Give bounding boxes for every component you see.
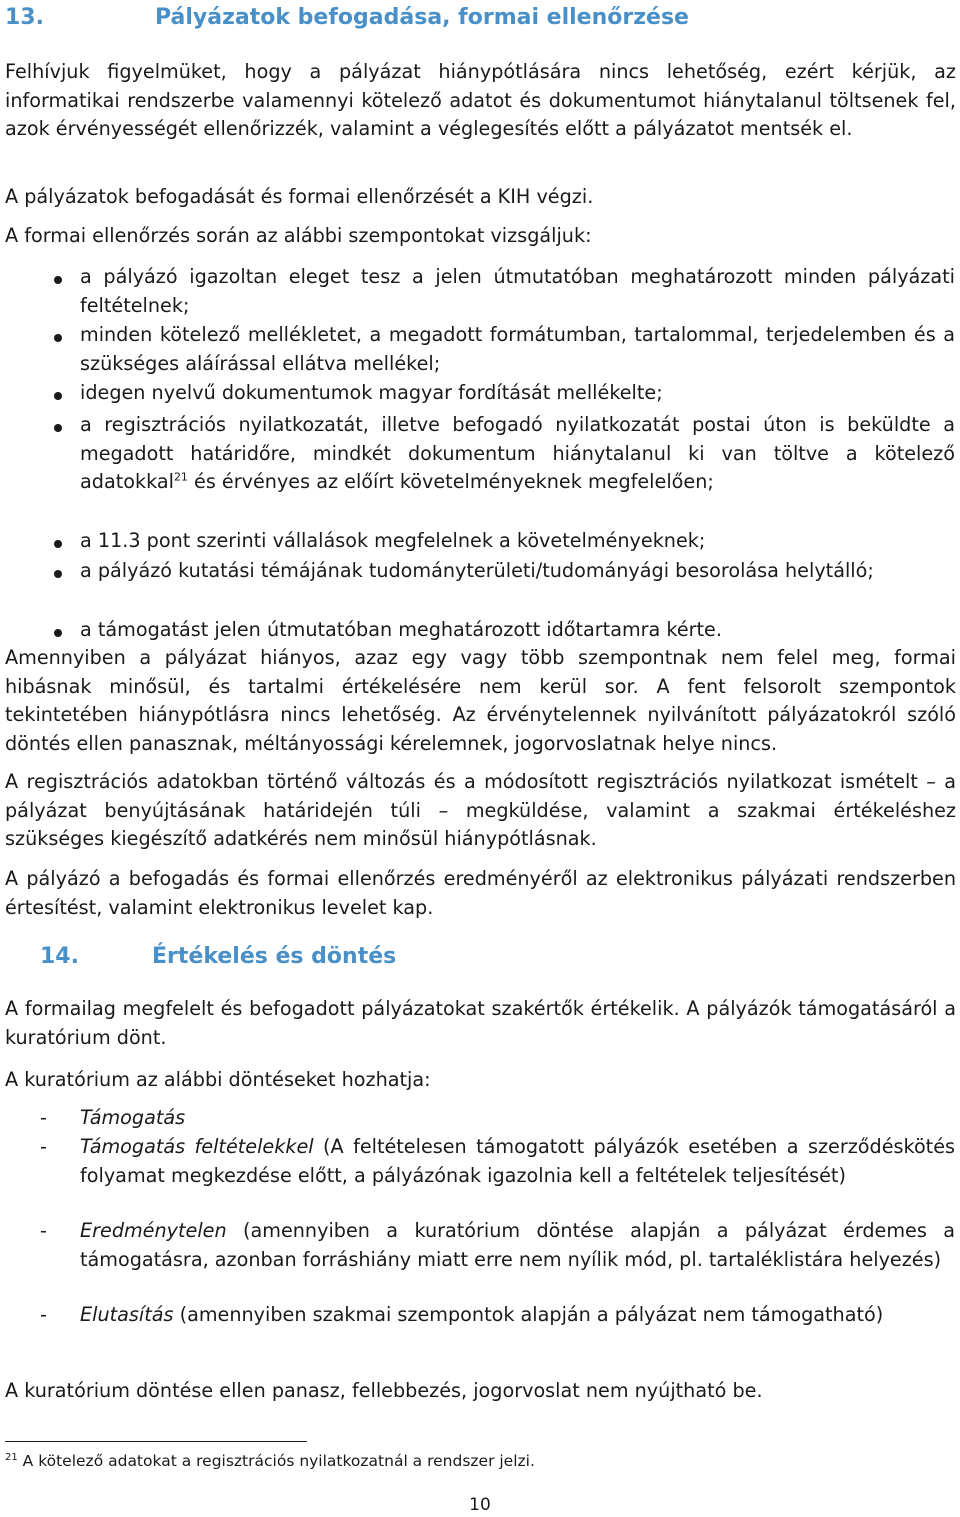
paragraph-decisions-intro: A kuratórium az alábbi döntéseket hozhatja: [5,1068,431,1091]
bullet-icon [54,424,62,432]
list-item-text-tail: és érvényes az előírt követelményeknek megfelelően; [187,470,714,493]
decision-term: Elutasítás [80,1303,174,1326]
dash-marker: - [40,1135,47,1158]
paragraph-registration: A regisztrációs adatokban történő változás és a módosított regisztrációs nyilatkozat ismételt – a pályázat benyújtásának határidején túli – megküldése, valamint a szakmai értékeléshez szükséges kiegészítő adatkérés nem minősül hiánypótlásnak. [5,770,956,850]
list-item [80,1301,955,1330]
list-item: a támogatást jelen útmutatóban meghatározott időtartamra kérte. [80,618,722,641]
dash-marker: - [40,1219,47,1242]
paragraph-notification: A pályázó a befogadás és formai ellenőrzés eredményéről az elektronikus pályázati rendszerben értesítést, valamint elektronikus levelet kap. [5,867,956,919]
decision-term: Támogatás feltételekkel [80,1135,314,1158]
footnote-ref: 21 [173,470,188,484]
list-item: a pályázó kutatási témájának tudományterületi/tudományági besorolása helytálló; [80,559,874,582]
list-item: minden kötelező mellékletet, a megadott formátumban, tartalommal, terjedelemben és a szükséges aláírással ellátva mellékel; [80,323,955,375]
list-item [80,1217,955,1274]
paragraph-no-appeal: A kuratórium döntése ellen panasz, fellebbezés, jogorvoslat nem nyújtható be. [5,1379,763,1402]
section-title: Pályázatok befogadása, formai ellenőrzése [155,5,689,30]
footnote [5,1452,535,1470]
bullet-icon [54,392,62,400]
page-number: 10 [469,1495,491,1515]
footnote-number: 21 [5,1451,18,1463]
section-title: Értékelés és döntés [152,944,397,969]
list-item [80,411,955,497]
decision-text: (amennyiben szakmai szempontok alapján a pályázat nem támogatható) [173,1303,884,1326]
paragraph-notice: Felhívjuk figyelmüket, hogy a pályázat hiánypótlására nincs lehetőség, ezért kérjük, az informatikai rendszerbe valamennyi kötelező adatot és dokumentumot hiánytalanul töltsenek fel, azok érvényességét ellenőrizzék, valamint a véglegesítés előtt a pályázatot mentsék el. [5,60,956,140]
paragraph-invalid: Amennyiben a pályázat hiányos, azaz egy vagy több szempontnak nem felel meg, formai hibásnak minősül, és tartalmi értékelésére nem kerül sor. A fent felsorolt szempontok tekintetében hiánypótlásra nincs lehetőség. Az érvénytelennek nyilvánított pályázatokról szóló döntés ellen panasznak, méltányossági kérelemnek, jogorvoslatnak helye nincs. [5,646,956,755]
dash-marker: - [40,1106,47,1129]
bullet-icon [54,629,62,637]
decision-text: (amennyiben a kuratórium döntése alapján a pályázat érdemes a támogatásra, azonban forráshiány miatt erre nem nyílik mód, pl. tartaléklistára helyezés) [80,1219,955,1271]
footnote-divider [5,1441,307,1442]
list-item: idegen nyelvű dokumentumok magyar fordítását mellékelte; [80,381,663,404]
list-item: a 11.3 pont szerinti vállalások megfelelnek a követelményeknek; [80,529,706,552]
footnote-text: A kötelező adatokat a regisztrációs nyilatkozatnál a rendszer jelzi. [17,1452,535,1470]
section-number: 14. [40,944,79,969]
bullet-icon [54,570,62,578]
list-item [80,1133,955,1190]
decision-term: Támogatás [80,1106,186,1129]
list-item [80,1104,955,1133]
bullet-icon [54,540,62,548]
bullet-icon [54,276,62,284]
list-item: a pályázó igazoltan eleget tesz a jelen útmutatóban meghatározott minden pályázati feltételnek; [80,265,955,317]
dash-marker: - [40,1303,47,1326]
section-number: 13. [5,5,44,30]
paragraph-criteria-intro: A formai ellenőrzés során az alábbi szempontokat vizsgáljuk: [5,224,592,247]
list-item-text: a regisztrációs nyilatkozatát, illetve befogadó nyilatkozatát postai úton is beküldte a megadott határidőre, mindkét dokumentum hiánytalanul ki van töltve a kötelező adatokkal [80,413,955,493]
paragraph-kih: A pályázatok befogadását és formai ellenőrzését a KIH végzi. [5,185,594,208]
decision-text: (A feltételesen támogatott pályázók esetében a szerződéskötés folyamat megkezdése előtt, a pályázónak igazolnia kell a feltételek teljesítését) [80,1135,956,1187]
decision-term: Eredménytelen [80,1219,227,1242]
paragraph-evaluation: A formailag megfelelt és befogadott pályázatokat szakértők értékelik. A pályázók támogatásáról a kuratórium dönt. [5,997,956,1049]
bullet-icon [54,334,62,342]
